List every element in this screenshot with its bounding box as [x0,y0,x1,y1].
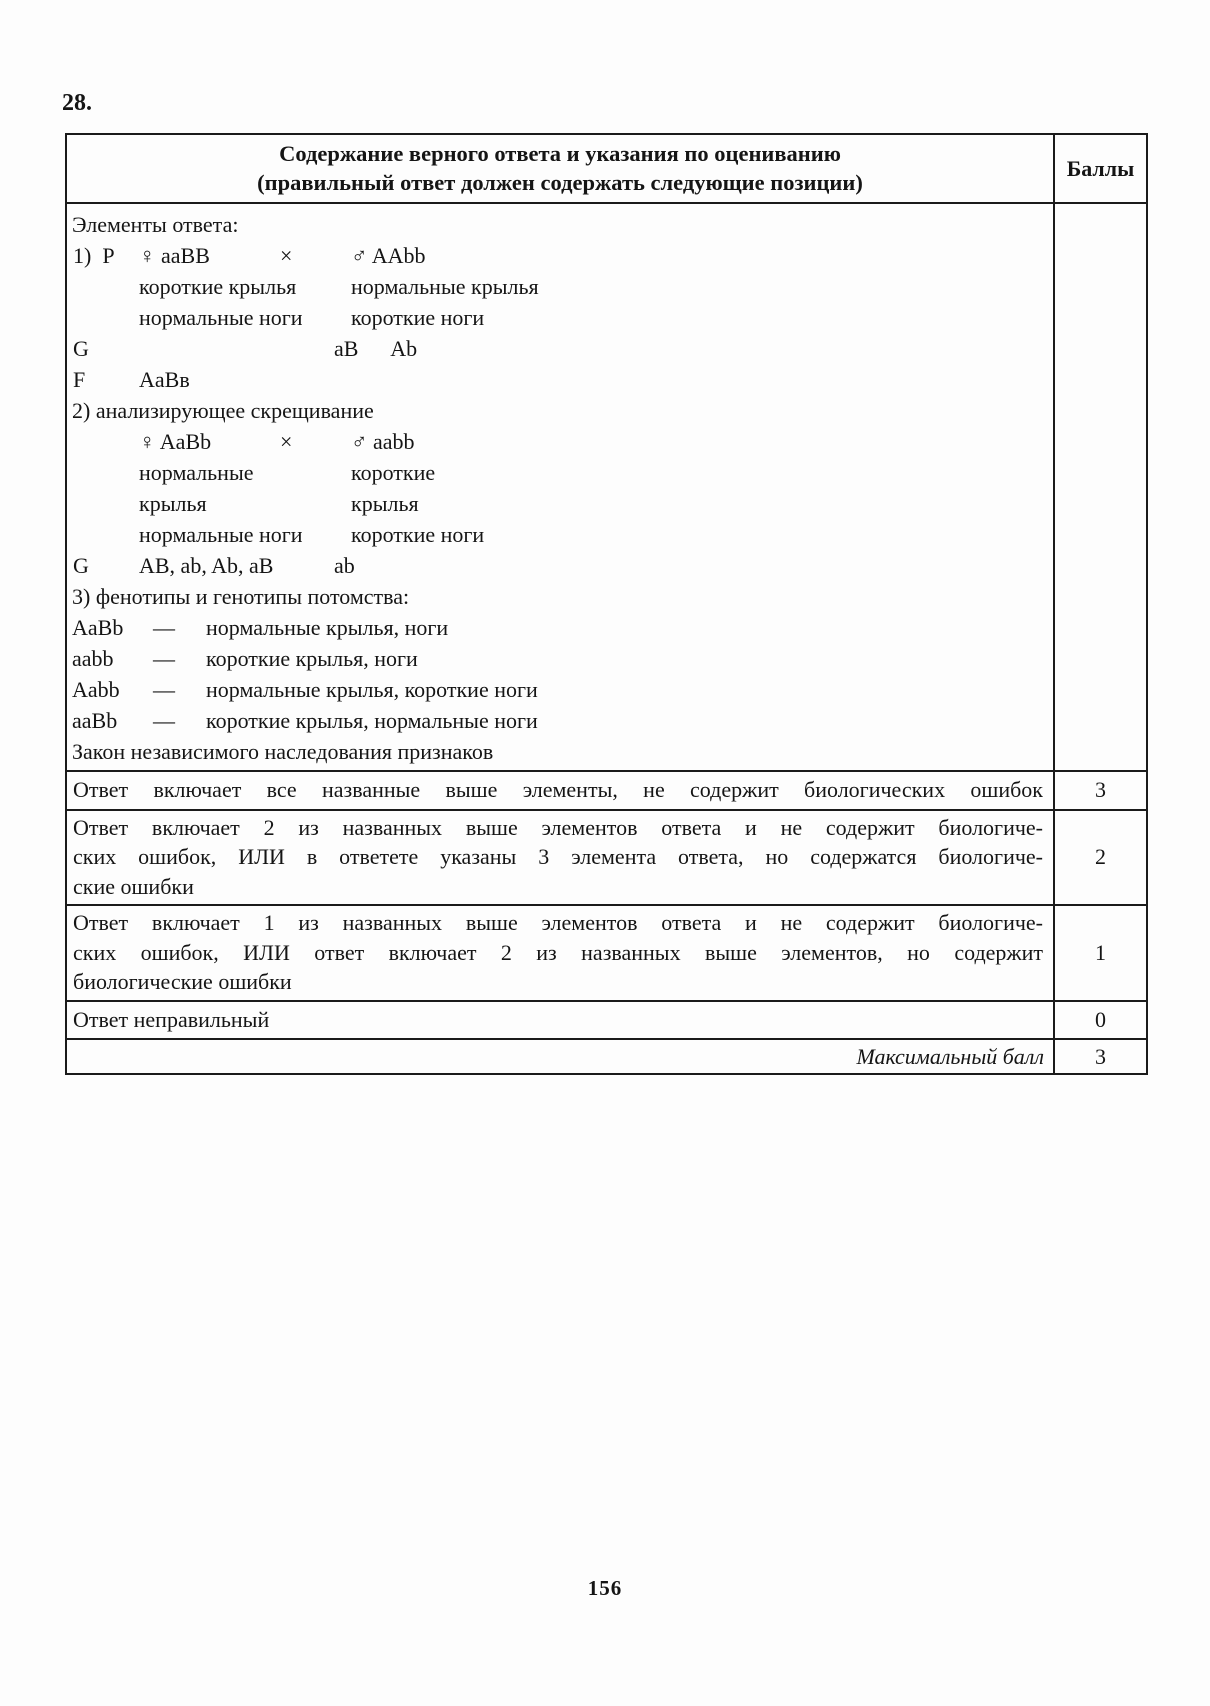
answer-line [67,240,1053,271]
answer-line [67,426,1053,457]
female-phenotype: нормальные ноги [139,522,303,547]
criterion-text: биологические ошибки [73,969,292,994]
answer-line [67,612,1053,643]
scoring-table [65,133,1148,1075]
offspring-genotype: aaBb [72,708,118,733]
criterion-text: ских ошибок, ИЛИ ответ включает 2 из названных выше элементов, но содержит [73,939,1043,965]
criterion-text: ских ошибок, ИЛИ в ответете указаны 3 элемента ответа, но содержатся биологиче- [73,844,1043,869]
answer-line [67,581,1053,612]
male-phenotype: короткие ноги [351,305,485,330]
max-score-row [67,1038,1146,1073]
answer-line [67,302,1053,333]
criterion-text: Ответ неправильный [73,1006,270,1032]
scoring-row [67,770,1146,809]
table-header-row [67,135,1146,202]
female-phenotype: крылья [139,491,207,516]
male-phenotype: короткие ноги [351,522,485,547]
criterion-text: ские ошибки [73,873,194,899]
scoring-row [67,809,1146,905]
scoring-row [67,1000,1146,1039]
answer-line [67,271,1053,302]
male-phenotype: крылья [351,491,419,516]
parent-female-genotype: ♀ aaBB [139,243,210,268]
offspring-phenotype: короткие крылья, ноги [206,646,418,671]
answer-cell [67,204,1055,770]
offspring-phenotype: нормальные крылья, ноги [206,615,449,640]
generation-marker: G [73,336,89,361]
offspring-genotype: AaBb [72,615,124,640]
female-phenotype: короткие крылья [139,274,297,299]
answer-line [67,488,1053,519]
criterion-text: Ответ включает 1 из названных выше элементов ответа и не содержит биологиче- [73,910,1043,935]
question-number: 28. [62,90,92,116]
cross-sign: × [280,243,293,268]
criterion-cell [67,772,1055,809]
answer-line [67,705,1053,736]
max-score-label-cell [67,1040,1055,1073]
header-title-cell [67,135,1055,202]
gametes: AB, ab, Ab, aB [139,553,274,578]
generation-marker: 1) P [73,243,115,268]
parent-male-genotype: ♂ AAbb [351,243,426,268]
section-label: 3) фенотипы и генотипы потомства: [72,584,410,609]
dash: — [153,615,175,640]
gametes: aB Ab [334,336,418,361]
answer-line [67,364,1053,395]
dash: — [153,708,175,733]
criterion-text: Ответ включает все названные выше элементы, не содержит биологических ошибок [73,777,1043,802]
criterion-cell [67,906,1055,1000]
answer-line [67,333,1053,364]
section-label: 2) анализирующее скрещивание [72,398,374,423]
female-phenotype: нормальные ноги [139,305,303,330]
answer-line [67,209,1053,240]
criterion-text: Ответ включает 2 из названных выше элементов ответа и не содержит биологиче- [73,814,1043,840]
generation-marker: F [73,367,86,392]
answer-line [67,519,1053,550]
cross-sign: × [280,429,293,454]
section-label: Элементы ответа: [72,212,239,237]
male-phenotype: короткие [351,460,436,485]
answer-line [67,395,1053,426]
answer-content [67,204,1053,770]
dash: — [153,646,175,671]
scoring-row [67,904,1146,1000]
score-value: 0 [1095,1006,1106,1032]
answer-line [67,674,1053,705]
score-column-header: Баллы [1066,155,1135,181]
page-number: 156 [587,1576,623,1600]
answer-row [67,202,1146,770]
generation-marker: G [73,553,89,578]
max-score-value: 3 [1095,1043,1106,1069]
law-statement: Закон независимого наследования признаков [72,739,494,764]
answer-line [67,643,1053,674]
gametes: ab [334,553,355,578]
offspring-genotype: AaBв [139,367,190,392]
header-title-line1: Содержание верного ответа и указания по оцениванию [279,141,841,166]
max-score-label: Максимальный балл [856,1044,1044,1069]
offspring-phenotype: нормальные крылья, короткие ноги [206,677,538,702]
score-value: 2 [1095,844,1106,870]
answer-score-cell [1055,204,1146,770]
criterion-cell [67,811,1055,905]
criterion-cell [67,1002,1055,1039]
header-title-line2: (правильный ответ должен содержать следующие позиции) [257,170,863,195]
parent-male-genotype: ♂ aabb [351,429,415,454]
answer-line [67,550,1053,581]
answer-line [67,457,1053,488]
female-phenotype: нормальные [139,460,254,485]
offspring-phenotype: короткие крылья, нормальные ноги [206,708,538,733]
offspring-genotype: aabb [72,646,114,671]
score-value: 3 [1095,777,1106,803]
offspring-genotype: Aabb [72,677,120,702]
answer-line [67,736,1053,767]
dash: — [153,677,175,702]
parent-female-genotype: ♀ AaBb [139,429,212,454]
score-value: 1 [1095,939,1106,965]
male-phenotype: нормальные крылья [351,274,539,299]
header-title [67,135,1053,202]
